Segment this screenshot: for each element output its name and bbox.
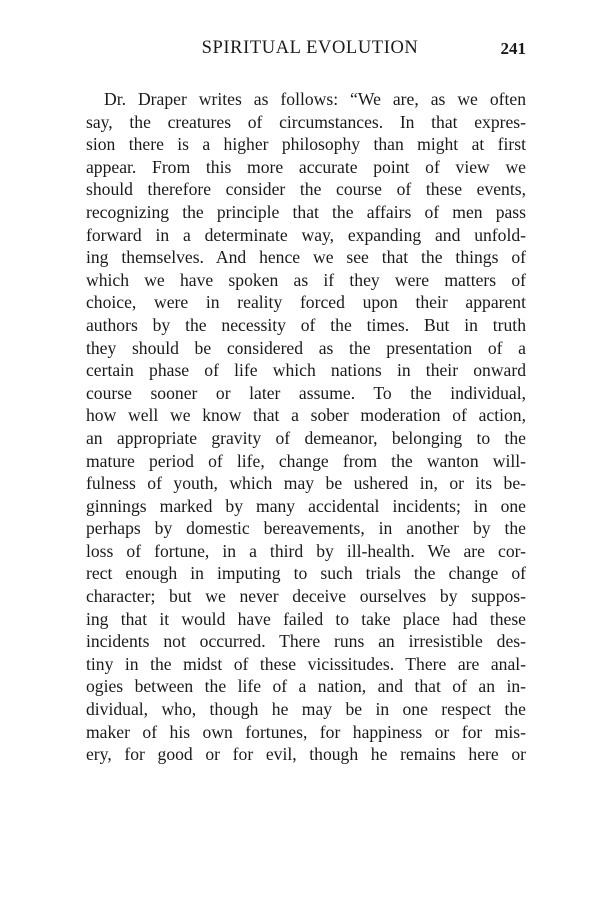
text-line: how well we know that a sober moderation of action,	[86, 405, 526, 426]
text-line: perhaps by domestic bereavements, in another by the	[86, 518, 526, 539]
text-line: say, the creatures of circumstances. In that expres-	[86, 111, 526, 132]
text-line: Dr. Draper writes as follows: “We are, as we often	[104, 89, 526, 109]
text-line: an appropriate gravity of demeanor, belonging to the	[86, 427, 526, 448]
text-line: mature period of life, change from the wanton will-	[86, 450, 526, 471]
text-line: loss of fortune, in a third by ill-health. We are cor-	[86, 540, 526, 561]
text-line: should therefore consider the course of these events,	[86, 179, 526, 200]
text-line: ery, for good or for evil, though he remains here or	[86, 744, 526, 765]
text-line: recognizing the principle that the affairs of men pass	[86, 201, 526, 222]
text-line: tiny in the midst of these vicissitudes. There are anal-	[86, 653, 526, 674]
text-line: character; but we never deceive ourselves by suppos-	[86, 586, 526, 607]
text-line: which we have spoken as if they were matters of	[86, 269, 526, 290]
text-line: they should be considered as the presentation of a	[86, 337, 526, 358]
text-line: appear. From this more accurate point of view we	[86, 156, 526, 177]
text-line: dividual, who, though he may be in one respect the	[86, 699, 526, 720]
page-number: 241	[500, 39, 526, 58]
text-line: ing that it would have failed to take place had these	[86, 608, 526, 629]
text-line: certain phase of life which nations in their onward	[86, 360, 526, 381]
running-head	[86, 38, 526, 68]
text-line: course sooner or later assume. To the individual,	[86, 382, 526, 403]
text-line: choice, were in reality forced upon their apparent	[86, 292, 526, 313]
running-title: SPIRITUAL EVOLUTION	[201, 38, 419, 58]
body-paragraph	[86, 88, 526, 766]
text-line: authors by the necessity of the times. But in truth	[86, 314, 526, 335]
text-line: rect enough in imputing to such trials the change of	[86, 563, 526, 584]
text-line: incidents not occurred. There runs an irresistible des-	[86, 631, 526, 652]
text-line: sion there is a higher philosophy than might at first	[86, 134, 526, 155]
text-line: maker of his own fortunes, for happiness or for mis-	[86, 721, 526, 742]
text-line: forward in a determinate way, expanding and unfold-	[86, 224, 526, 245]
text-line: ing themselves. And hence we see that the things of	[86, 247, 526, 268]
text-line: ginnings marked by many accidental incidents; in one	[86, 495, 526, 516]
text-line: ogies between the life of a nation, and that of an in-	[86, 676, 526, 697]
text-line: fulness of youth, which may be ushered in, or its be-	[86, 473, 526, 494]
